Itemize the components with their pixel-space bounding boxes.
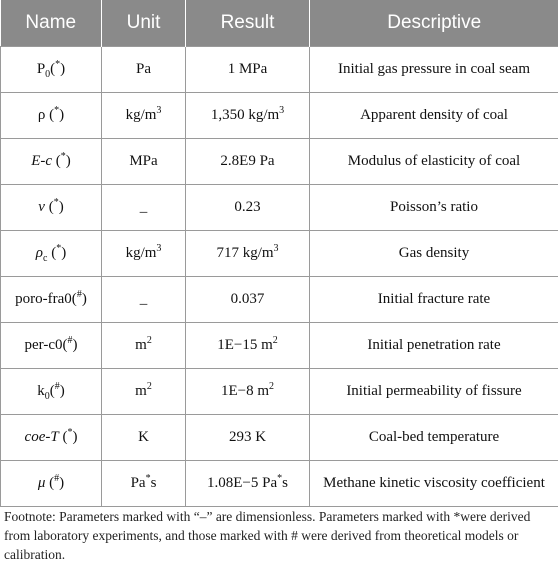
text-tail: s [282,475,288,491]
cell-descriptive: Gas density [310,231,558,277]
cell-descriptive: Initial gas pressure in coal seam [310,47,558,93]
cell-descriptive: Apparent density of coal [310,93,558,139]
table-row [1,323,558,369]
table-body [1,47,558,507]
cell-result [186,139,310,185]
text-base: 1,350 kg/m [210,107,280,123]
text-tail: ) [65,153,71,169]
text-sup: 2 [146,335,152,346]
text-tail: ) [59,383,65,399]
text-base: 0.037 [230,291,265,307]
text-base: 1E−15 m [217,337,273,353]
cell-result [186,277,310,323]
cell-unit [102,139,186,185]
text-tail: s [150,475,157,491]
cell-descriptive: Poisson’s ratio [310,185,558,231]
text-sup: 3 [156,243,162,254]
cell-descriptive: Initial penetration rate [310,323,558,369]
text-base: K [138,429,149,445]
text-tail: ) [58,199,64,215]
text-italic: μ [37,475,46,491]
cell-unit [102,231,186,277]
header-unit: Unit [102,0,186,47]
text-base: per-c0( [24,337,68,353]
text-sub: 0 [44,391,50,402]
text-base: m [135,383,147,399]
header-result: Result [186,0,310,47]
text-base: kg/m [125,245,157,261]
text-base: _ [139,199,148,215]
cell-name [1,139,102,185]
table-row [1,369,558,415]
cell-result [186,415,310,461]
cell-name [1,323,102,369]
text-base: 293 K [228,429,267,445]
cell-name [1,47,102,93]
cell-result [186,461,310,507]
table-row [1,47,558,93]
text-post: ( [58,429,68,445]
text-base: k [37,383,45,399]
text-sup: # [76,289,82,300]
text-sup: 3 [279,105,285,116]
text-italic: coe-T [24,429,59,445]
cell-unit [102,415,186,461]
table-row [1,139,558,185]
cell-descriptive: Methane kinetic viscosity coefficient [310,461,558,507]
table-row [1,415,558,461]
text-sup: * [56,243,62,254]
text-tail: ) [72,337,78,353]
text-post: ( [45,475,55,491]
cell-name [1,231,102,277]
cell-name [1,415,102,461]
footnote: Footnote: Parameters marked with “–” are dimensionless. Parameters marked with *were derived from laboratory experiments, and those marked with # were derived from theoretical models or calibration. [4,509,531,562]
text-sup: * [145,473,151,484]
text-tail: ) [59,475,65,491]
text-base: 717 kg/m [216,245,274,261]
text-sup: 3 [273,243,279,254]
text-sup: * [53,197,59,208]
cell-unit [102,93,186,139]
cell-result [186,93,310,139]
text-sup: 2 [269,381,275,392]
text-sup: * [277,473,283,484]
text-base: MPa [129,153,158,169]
header-name: Name [1,0,102,47]
text-base: 2.8E9 Pa [220,153,275,169]
text-base: 1E−8 m [220,383,270,399]
text-base: 1 MPa [227,61,268,77]
text-italic: ν [38,199,45,215]
text-post: ( [52,153,61,169]
text-sup: * [54,105,60,116]
cell-unit [102,185,186,231]
text-sub: c [43,253,48,264]
cell-unit [102,277,186,323]
text-sup: # [67,335,73,346]
text-base: poro-fra0( [15,291,77,307]
table-row [1,185,558,231]
text-base: 0.23 [234,199,261,215]
text-base: ρ ( [37,107,55,123]
text-tail: ) [72,429,78,445]
cell-unit [102,461,186,507]
text-sub: 0 [45,69,51,80]
cell-result [186,47,310,93]
cell-descriptive: Initial permeability of fissure [310,369,558,415]
cell-name [1,369,102,415]
text-sup: 3 [156,105,162,116]
text-sup: 2 [272,335,278,346]
text-base: Pa [130,475,146,491]
cell-unit [102,369,186,415]
text-italic: ρ [35,245,43,261]
text-sup: * [60,151,66,162]
cell-unit [102,323,186,369]
table-row [1,231,558,277]
text-tail: ) [59,107,65,123]
text-tail: ) [81,291,87,307]
table-row [1,461,558,507]
text-italic: E-c [31,153,53,169]
table-row [1,93,558,139]
cell-name [1,185,102,231]
cell-descriptive: Initial fracture rate [310,277,558,323]
text-tail: ) [61,245,67,261]
text-post: ( [50,61,56,77]
text-post: ( [44,199,54,215]
text-sup: # [54,381,60,392]
text-base: m [135,337,147,353]
text-base: _ [139,291,148,307]
cell-result [186,369,310,415]
cell-name [1,461,102,507]
header-descriptive: Descriptive [310,0,558,47]
cell-name [1,277,102,323]
table-row [1,277,558,323]
cell-unit [102,47,186,93]
text-post: ( [47,245,57,261]
text-tail: ) [60,61,66,77]
text-sup: 2 [146,381,152,392]
cell-result [186,185,310,231]
text-sup: * [55,59,61,70]
cell-result [186,323,310,369]
table-header-row [1,0,558,47]
cell-name [1,93,102,139]
text-base: P [36,61,46,77]
text-base: 1.08E−5 Pa [207,475,278,491]
cell-descriptive: Modulus of elasticity of coal [310,139,558,185]
cell-result [186,231,310,277]
text-sup: * [67,427,73,438]
cell-descriptive: Coal-bed temperature [310,415,558,461]
text-base: Pa [136,61,151,77]
text-post: ( [49,383,55,399]
text-base: kg/m [125,107,157,123]
text-sup: # [54,473,60,484]
